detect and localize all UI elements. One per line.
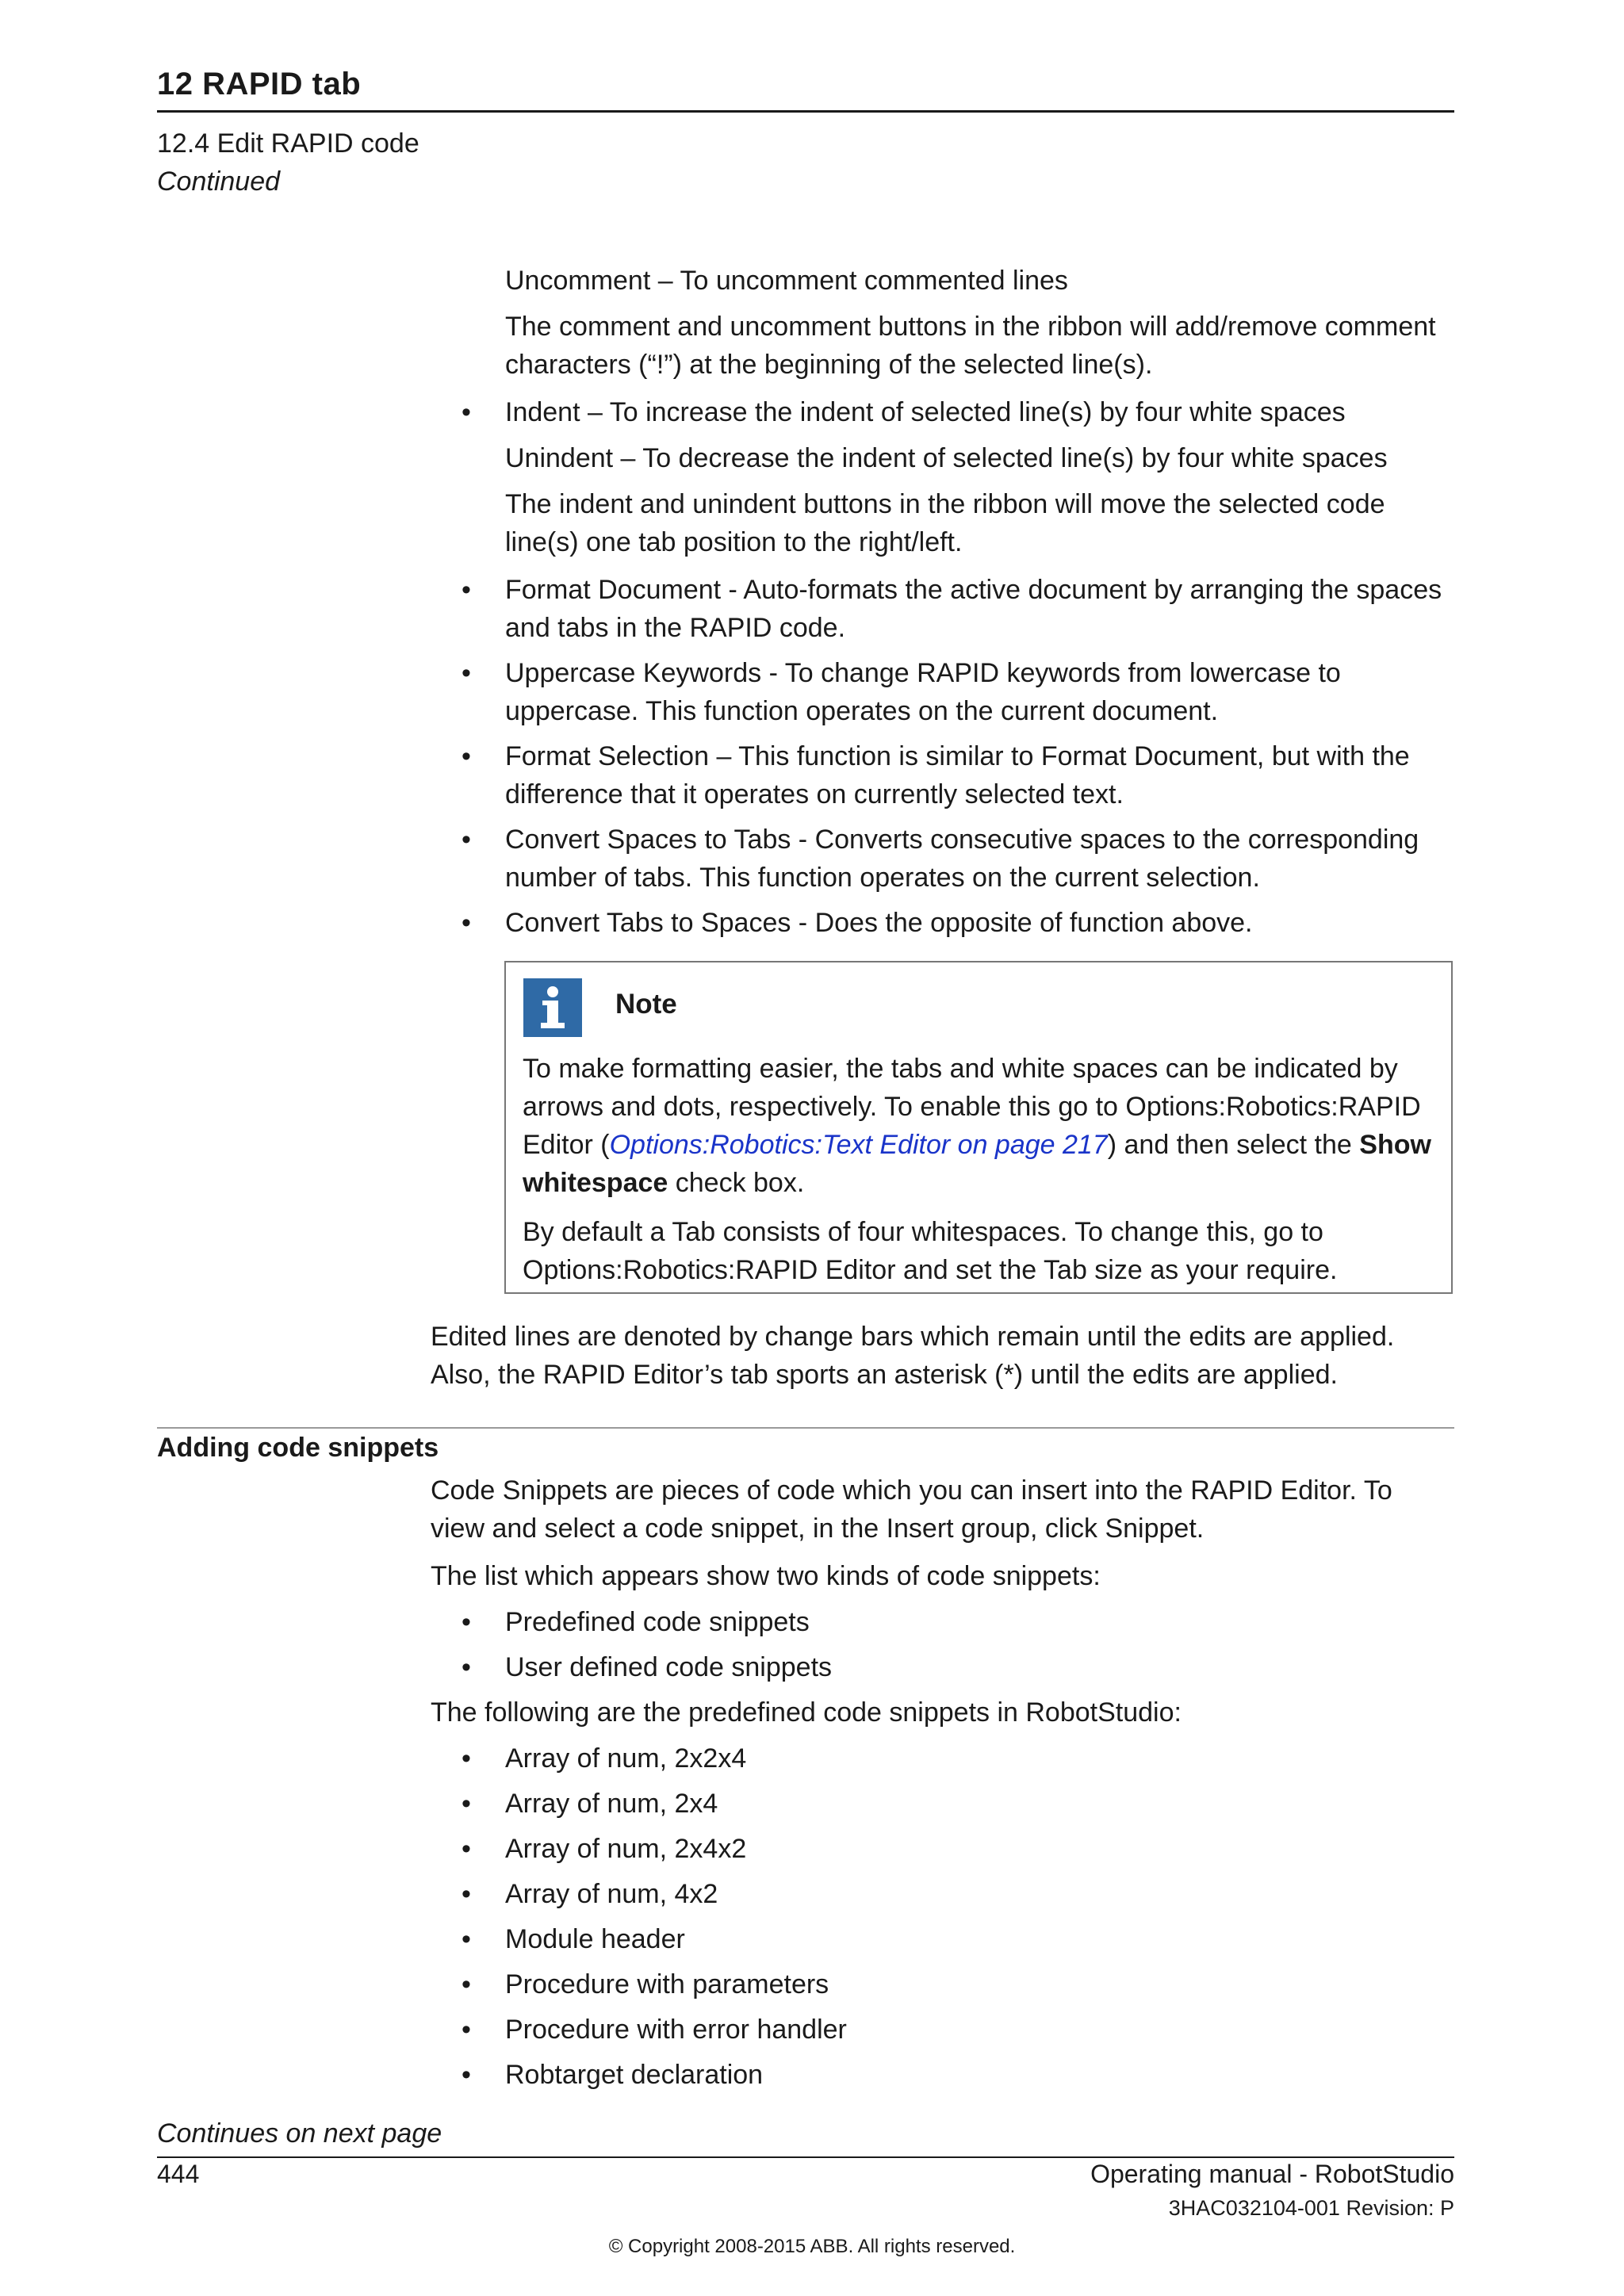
unindent-item: Unindent – To decrease the indent of selected line(s) by four white spaces xyxy=(505,443,1388,473)
bullet-glyph: • xyxy=(462,2015,471,2045)
list-item xyxy=(462,2011,1457,2049)
bullet-glyph: • xyxy=(462,1743,471,1774)
bullet-glyph: • xyxy=(462,1789,471,1819)
note-title: Note xyxy=(615,989,677,1020)
list-item-text: Array of num, 2x4x2 xyxy=(505,1834,747,1864)
show-whitespace-label: Show whitespace xyxy=(523,1130,1431,1198)
bullet-glyph: • xyxy=(462,825,471,855)
info-icon xyxy=(523,978,582,1037)
tabs-to-spaces-item: Convert Tabs to Spaces - Does the opposite of function above. xyxy=(505,908,1253,938)
bullet-glyph: • xyxy=(462,1652,471,1682)
list-item-text: Array of num, 4x2 xyxy=(505,1879,718,1909)
spaces-to-tabs-item: Convert Spaces to Tabs - Converts consecutive spaces to the corresponding number of tabs. This function operates on the current selection. xyxy=(505,825,1419,893)
chapter-title: 12 RAPID tab xyxy=(157,67,362,101)
format-selection-item: Format Selection – This function is similar to Format Document, but with the difference that it operates on currently selected text. xyxy=(505,741,1410,809)
list-item-text: Module header xyxy=(505,1924,685,1954)
indent-item: Indent – To increase the indent of selected line(s) by four white spaces xyxy=(505,397,1346,427)
list-item xyxy=(462,1648,1457,1686)
edited-lines-paragraph: Edited lines are denoted by change bars which remain until the edits are applied. Also, the RAPID Editor’s tab sports an asterisk (*) until the edits are applied. xyxy=(431,1322,1395,1390)
uncomment-item: Uncomment – To uncomment commented lines xyxy=(505,266,1068,296)
indent-description: The indent and unindent buttons in the ribbon will move the selected code line(s) one tab position to the right/left. xyxy=(505,489,1385,557)
list-item xyxy=(462,904,1457,942)
note-text-part: check box. xyxy=(668,1168,805,1198)
bullet-glyph: • xyxy=(462,908,471,938)
comment-description: The comment and uncomment buttons in the ribbon will add/remove comment characters (“!”) at the beginning of the selected line(s). xyxy=(505,312,1436,380)
list-item xyxy=(462,737,1457,813)
bullet-glyph: • xyxy=(462,1924,471,1954)
bullet-glyph: • xyxy=(462,575,471,605)
note-text-part: To make formatting easier, the tabs and white spaces can be indicated by arrows and dots, respectively. To enable this go to Options:Robotics:RAPID Editor ( xyxy=(523,1054,1421,1160)
copyright: © Copyright 2008-2015 ABB. All rights reserved. xyxy=(608,2236,1016,2257)
document-id: 3HAC032104-001 Revision: P xyxy=(1168,2196,1454,2220)
section-heading: Adding code snippets xyxy=(157,1433,439,1463)
list-item xyxy=(462,2056,1457,2094)
list-item-text: Procedure with error handler xyxy=(505,2015,847,2045)
footer-divider xyxy=(157,2156,1454,2158)
note-paragraph-2: By default a Tab consists of four whitespaces. To change this, go to Options:Robotics:RAPID Editor and set the Tab size as your require. xyxy=(523,1217,1338,1285)
section-divider xyxy=(157,1427,1454,1429)
bullet-glyph: • xyxy=(462,1969,471,1999)
list-item-text: Predefined code snippets xyxy=(505,1607,810,1637)
list-item xyxy=(462,654,1457,730)
list-item xyxy=(462,1785,1457,1823)
list-item xyxy=(462,821,1457,897)
list-item xyxy=(462,571,1457,647)
list-item-text: Procedure with parameters xyxy=(505,1969,829,1999)
bullet-glyph: • xyxy=(462,1607,471,1637)
snippets-intro: Code Snippets are pieces of code which you can insert into the RAPID Editor. To view and select a code snippet, in the Insert group, click Snippet. xyxy=(431,1475,1392,1544)
page-number: 444 xyxy=(157,2160,200,2188)
list-item-text: User defined code snippets xyxy=(505,1652,833,1682)
bullet-glyph: • xyxy=(462,1879,471,1909)
continued-label: Continued xyxy=(157,166,281,197)
manual-title: Operating manual - RobotStudio xyxy=(1090,2160,1454,2188)
bullet-glyph: • xyxy=(462,658,471,688)
predefined-intro: The following are the predefined code snippets in RobotStudio: xyxy=(431,1697,1182,1728)
note-text-part: ) and then select the xyxy=(1107,1130,1360,1160)
list-item xyxy=(462,1875,1457,1913)
format-document-item: Format Document - Auto-formats the active document by arranging the spaces and tabs in the RAPID code. xyxy=(505,575,1442,643)
bullet-glyph: • xyxy=(462,2060,471,2090)
list-item-text: Array of num, 2x2x4 xyxy=(505,1743,747,1774)
continues-label: Continues on next page xyxy=(157,2118,442,2149)
list-item-text: Array of num, 2x4 xyxy=(505,1789,718,1819)
list-item xyxy=(462,1920,1457,1958)
list-item xyxy=(462,393,1457,431)
list-item xyxy=(462,1830,1457,1868)
snippet-kinds-intro: The list which appears show two kinds of code snippets: xyxy=(431,1561,1101,1591)
section-title: 12.4 Edit RAPID code xyxy=(157,128,419,159)
bullet-glyph: • xyxy=(462,397,471,427)
list-item xyxy=(462,1965,1457,2003)
note-box xyxy=(504,961,1453,1294)
uppercase-keywords-item: Uppercase Keywords - To change RAPID keywords from lowercase to uppercase. This function operates on the current document. xyxy=(505,658,1341,726)
header-divider xyxy=(157,110,1454,113)
list-item xyxy=(462,1739,1457,1777)
page-link[interactable]: Options:Robotics:Text Editor on page 217 xyxy=(609,1130,1108,1160)
list-item-text: Robtarget declaration xyxy=(505,2060,764,2090)
bullet-glyph: • xyxy=(462,741,471,771)
list-item xyxy=(462,1603,1457,1641)
bullet-glyph: • xyxy=(462,1834,471,1864)
note-paragraph-1 xyxy=(523,1050,1442,1202)
